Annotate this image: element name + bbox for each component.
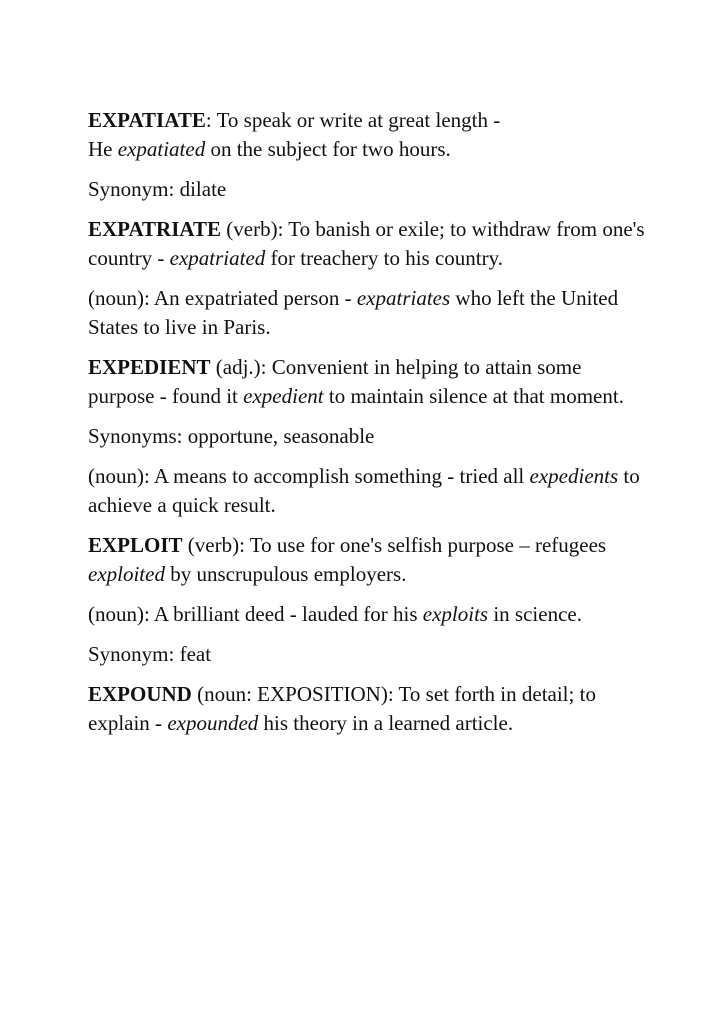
entry-expedient-noun <box>88 462 648 520</box>
document-page <box>88 106 648 749</box>
headword-expatiate: EXPATIATE <box>88 108 206 132</box>
definition-text: (verb): To use for one's selfish purpose – refugees <box>182 533 607 557</box>
definition-text: (noun): A brilliant deed - lauded for his <box>88 602 423 626</box>
definition-text: (noun): An expatriated person - <box>88 286 357 310</box>
example-word: exploits <box>422 602 489 626</box>
example-word: expatriates <box>356 286 451 310</box>
entry-expedient-synonyms <box>88 422 648 451</box>
example-text: He <box>88 137 118 161</box>
entry-expatriate-noun <box>88 284 648 342</box>
example-word: expounded <box>167 711 259 735</box>
headword-exploit: EXPLOIT <box>88 533 183 557</box>
synonym-text: Synonym: dilate <box>88 177 227 201</box>
example-word: expatriated <box>169 246 266 270</box>
definition-text: (adj.): Convenient in helping to attain some purpose - found it <box>88 355 582 408</box>
definition-text: (noun): A means to accomplish something - tried all <box>88 464 530 488</box>
definition-colon: : <box>205 108 212 132</box>
headword-expedient: EXPEDIENT <box>88 355 211 379</box>
example-text: who left the United States to live in Paris. <box>88 286 619 339</box>
example-word: expedients <box>529 464 619 488</box>
example-text: his theory in a learned article. <box>258 711 514 735</box>
example-text: on the subject for two hours. <box>205 137 451 161</box>
example-text: by unscrupulous employers. <box>164 562 407 586</box>
entry-exploit-synonym <box>88 640 648 669</box>
example-text: to maintain silence at that moment. <box>323 384 624 408</box>
entry-expedient-adj <box>88 353 648 411</box>
entry-expatiate-synonym <box>88 175 648 204</box>
example-word: exploited <box>88 562 165 586</box>
definition-text: To speak or write at great length - <box>211 108 501 132</box>
headword-expound: EXPOUND <box>88 682 192 706</box>
example-text: in science. <box>488 602 582 626</box>
example-text: for treachery to his country. <box>265 246 504 270</box>
entry-exploit-verb <box>88 531 648 589</box>
entry-expatriate-verb <box>88 215 648 273</box>
synonym-text: Synonym: feat <box>88 642 212 666</box>
entry-expound-definition <box>88 680 648 738</box>
entry-expatiate-definition <box>88 106 648 164</box>
headword-expatriate: EXPATRIATE <box>88 217 222 241</box>
entry-exploit-noun <box>88 600 648 629</box>
synonym-text: Synonyms: opportune, seasonable <box>88 424 375 448</box>
example-text: to achieve a quick result. <box>88 464 640 517</box>
example-word: expedient <box>243 384 324 408</box>
definition-text: (verb): To banish or exile; to withdraw from one's country - <box>88 217 645 270</box>
example-word: expatiated <box>117 137 206 161</box>
definition-text: (noun: EXPOSITION): To set forth in detail; to explain - <box>88 682 596 735</box>
